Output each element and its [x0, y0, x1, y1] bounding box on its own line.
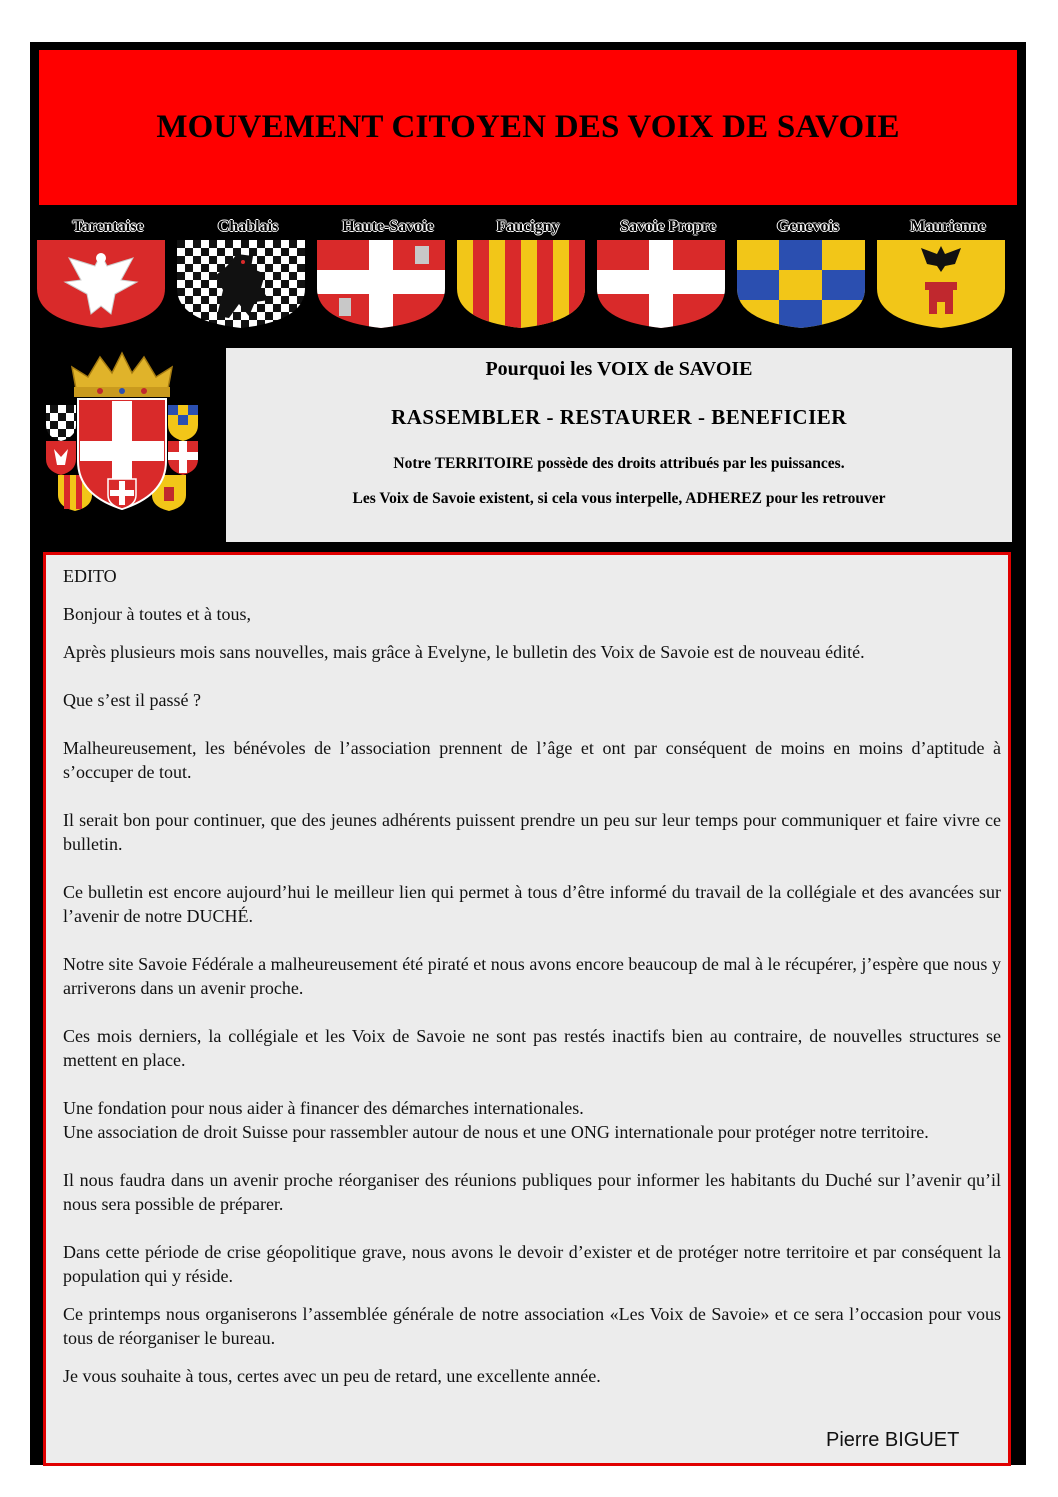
page-title: MOUVEMENT CITOYEN DES VOIX DE SAVOIE	[156, 109, 900, 145]
edito-greeting: Bonjour à toutes et à tous,	[63, 604, 251, 624]
region-label-maurienne: Maurienne	[910, 218, 986, 235]
edito-paragraph: Une association de droit Suisse pour rassembler autour de nous et une ONG internationale pour protéger notre territoire.	[63, 1122, 929, 1142]
info-line-territory: Notre TERRITOIRE possède des droits attribués par les puissances.	[393, 455, 845, 472]
page-frame	[30, 42, 1026, 1465]
edito-paragraph: Ces mois derniers, la collégiale et les Voix de Savoie ne sont pas restés inactifs bien au contraire, de nouvelles structures se mettent en place.	[63, 1026, 1001, 1070]
cross-shield-icon	[597, 240, 725, 328]
edito-paragraph: Ce bulletin est encore aujourd’hui le meilleur lien qui permet à tous d’être informé du travail de la collégiale et des avancées sur l’avenir de notre DUCHÉ.	[63, 882, 1001, 926]
why-voix-de-savoie-box	[226, 348, 1012, 542]
edito-paragraph: Notre site Savoie Fédérale a malheureusement été piraté et nous avons encore beaucoup de mal à le récupérer, j’espère que nous y arriverons dans un avenir proche.	[63, 954, 1001, 998]
cross-towers-shield-icon	[317, 240, 445, 328]
region-label-haute-savoie: Haute-Savoie	[342, 218, 434, 235]
region-label-tarentaise: Tarentaise	[72, 218, 144, 235]
edito-paragraph: Que s’est il passé ?	[63, 690, 201, 710]
edito-paragraph: Une fondation pour nous aider à financer des démarches internationales.	[63, 1098, 584, 1118]
pales-shield-icon	[457, 240, 585, 328]
edito-section	[43, 552, 1011, 1466]
region-label-faucigny: Faucigny	[496, 218, 560, 235]
edito-paragraph: Il nous faudra dans un avenir proche réorganiser des réunions publiques pour informer les habitants du Duché sur l’avenir qu’il nous sera possible de préparer.	[63, 1170, 1001, 1214]
info-motto: RASSEMBLER - RESTAURER - BENEFICIER	[391, 405, 847, 429]
edito-paragraph: Dans cette période de crise géopolitique grave, nous avons le devoir d’exister et de protéger notre territoire et par conséquent la population qui y réside.	[63, 1242, 1001, 1286]
info-line-adherez: Les Voix de Savoie existent, si cela vous interpelle, ADHEREZ pour les retrouver	[352, 490, 886, 507]
region-label-savoie-propre: Savoie Propre	[620, 218, 716, 235]
edito-text	[63, 564, 1001, 1402]
checkered-blue-gold-shield-icon	[737, 240, 865, 328]
edito-heading: EDITO	[63, 566, 117, 586]
edito-paragraph: Il serait bon pour continuer, que des jeunes adhérents puissent prendre un peu sur leur temps pour communiquer et faire vivre ce bulletin.	[63, 810, 1001, 854]
eagle-tower-shield-icon	[877, 240, 1005, 328]
edito-paragraph: Malheureusement, les bénévoles de l’association prennent de l’âge et ont par conséquent de moins en moins d’aptitude à s’occuper de tout.	[63, 738, 1001, 782]
region-label-chablais: Chablais	[217, 218, 279, 235]
lion-checkered-shield-icon	[177, 240, 305, 328]
savoy-arms-icon	[42, 349, 202, 515]
edito-paragraph: Ce printemps nous organiserons l’assemblée générale de notre association «Les Voix de Savoie» et ce sera l’occasion pour vous tous de réorganiser le bureau.	[63, 1304, 1001, 1348]
region-labels	[38, 218, 1020, 240]
region-shields	[30, 240, 1026, 332]
edito-paragraph: Je vous souhaite à tous, certes avec un peu de retard, une excellente année.	[63, 1366, 601, 1386]
region-label-genevois: Genevois	[776, 218, 840, 235]
info-question: Pourquoi les VOIX de SAVOIE	[485, 358, 753, 380]
title-banner	[39, 50, 1017, 205]
edito-paragraph: Après plusieurs mois sans nouvelles, mais grâce à Evelyne, le bulletin des Voix de Savoie est de nouveau édité.	[63, 642, 865, 662]
edito-signature: Pierre BIGUET	[826, 1429, 960, 1451]
eagle-shield-icon	[37, 240, 165, 328]
